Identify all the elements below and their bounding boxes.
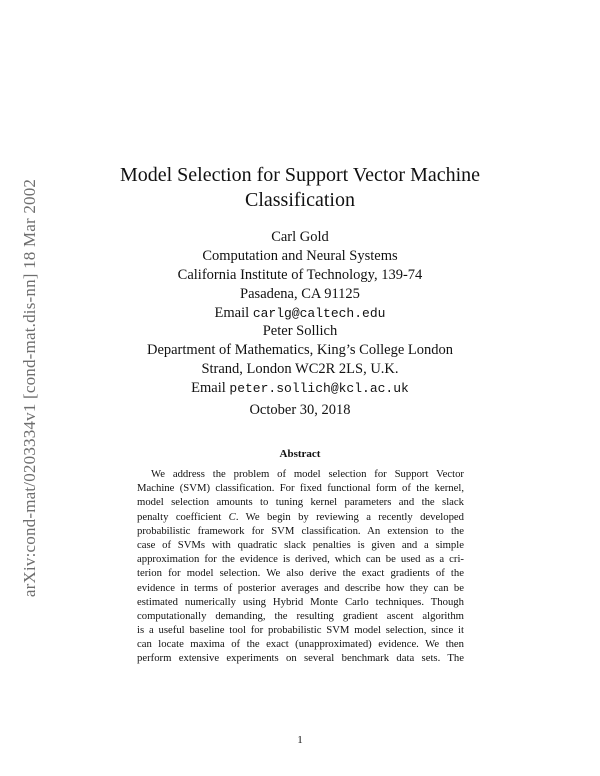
author-email-link[interactable]: peter.sollich@kcl.ac.uk: [229, 381, 409, 396]
abstract-line: penalty coefficient C. We begin by reviewing a recently developed: [137, 510, 465, 523]
author-affiliation: Computation and Neural Systems: [202, 248, 398, 264]
abstract-line: probabilistic framework for SVM classification. An extension to the: [137, 524, 464, 537]
author-email-line: [80, 304, 520, 323]
title-line-2: Classification: [245, 189, 355, 211]
paper-title: [80, 163, 520, 213]
author-email-line: [80, 379, 520, 398]
author-affiliation: California Institute of Technology, 139-74: [177, 267, 423, 283]
abstract-line: computationally demanding, the resulting gradient ascent algorithm: [137, 609, 464, 622]
abstract-line: is a useful baseline tool for probabilistic SVM model selection, since it: [137, 624, 464, 637]
email-label: Email: [214, 305, 250, 321]
abstract-line: evidence in terms of posterior averages and describe how they can be: [137, 581, 464, 594]
abstract-line: perform extensive experiments on several benchmark data sets. The: [137, 652, 464, 665]
title-line-1: Model Selection for Support Vector Machine: [119, 164, 481, 186]
author-name: Carl Gold: [271, 229, 329, 245]
abstract-line: We address the problem of model selection for Support Vector: [151, 468, 464, 480]
abstract-body: [137, 467, 464, 666]
paper-date: October 30, 2018: [249, 402, 351, 418]
author-block-1: [80, 228, 520, 323]
author-block-2: [80, 322, 520, 398]
author-name: Peter Sollich: [262, 323, 338, 339]
arxiv-identifier-stamp: arXiv:cond-mat/0203334v1 [cond-mat.dis-nn] 18 Mar 2002: [20, 178, 39, 598]
author-affiliation: Department of Mathematics, King’s College London: [146, 342, 454, 358]
abstract-line: model selection amounts to tuning kernel parameters and the slack: [137, 496, 464, 509]
abstract-line: approximation for the evidence is derived, which can be used as a cri-: [137, 553, 464, 566]
author-location: Pasadena, CA 91125: [240, 286, 360, 302]
author-email-link[interactable]: carlg@caltech.edu: [252, 306, 386, 321]
abstract-line: terion for model selection. We also derive the exact gradients of the: [137, 567, 464, 580]
abstract-line: estimated numerically using Hybrid Monte Carlo techniques. Though: [137, 595, 464, 608]
abstract-line: case of SVMs with quadratic slack penalties is given and a simple: [137, 538, 464, 551]
abstract-heading: Abstract: [279, 448, 321, 460]
abstract-line: can locate maxima of the exact (unapproximated) evidence. We then: [137, 638, 464, 651]
page-number: 1: [297, 734, 303, 746]
email-label: Email: [191, 380, 226, 396]
abstract-line: Machine (SVM) classification. For fixed functional form of the kernel,: [137, 482, 464, 495]
author-address: Strand, London WC2R 2LS, U.K.: [201, 361, 399, 377]
